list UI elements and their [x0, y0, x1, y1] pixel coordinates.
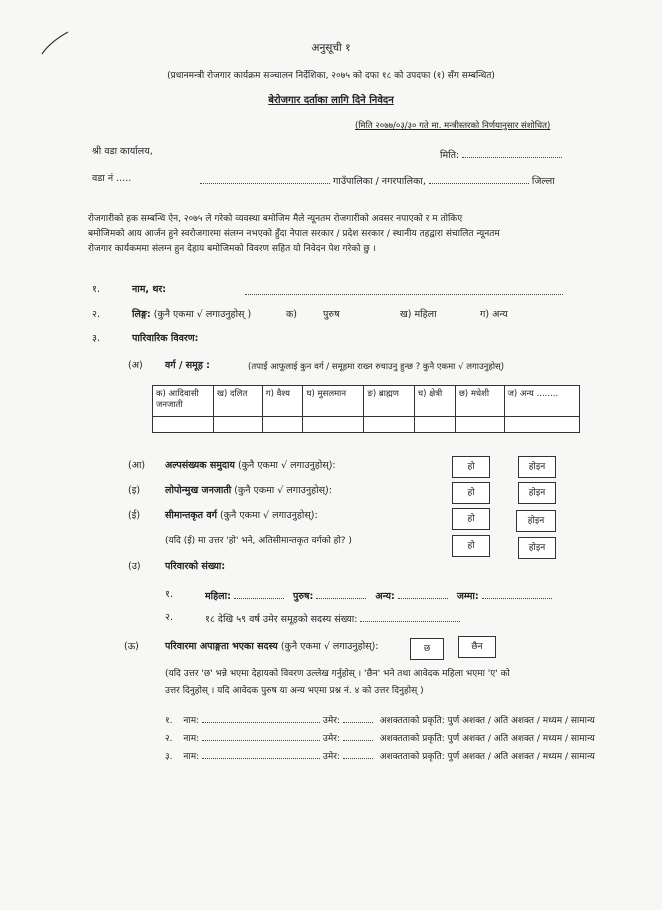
caste-check-cell[interactable]	[504, 417, 579, 433]
endangered-question: लोपोन्मुख जनजाती (कुनै एकमा √ लगाउनुहोस्):	[165, 485, 332, 496]
family-count-marker: (उ)	[128, 561, 141, 572]
ward-no-label: वडा नं .....	[92, 173, 132, 184]
name-label: नाम, थर:	[132, 284, 167, 295]
caste-check-cell[interactable]	[214, 417, 263, 433]
disability-nature-options[interactable]: पुर्ण अशक्त / अति अशक्त / मध्यम / सामान्य	[447, 734, 595, 744]
disability-yes-box[interactable]: छ	[410, 638, 444, 660]
gender-other-option[interactable]: ग) अन्य	[480, 309, 508, 320]
minority-yes-box[interactable]: हो	[452, 456, 490, 478]
ward-office-label: श्री वडा कार्यालय,	[92, 146, 153, 157]
ultra-marginalized-question: (यदि (ई) मा उत्तर 'हो' भने, अतिसीमान्तकृत वर्गको हो? )	[165, 536, 352, 546]
family-details-label: पारिवारिक विवरण:	[132, 333, 199, 344]
disability-nature-options[interactable]: पुर्ण अशक्त / अति अशक्त / मध्यम / सामान्य	[447, 716, 595, 726]
intro-line-3: रोजगार कार्यकममा संलग्न हुन देहाय बमोजिमको विवरण सहित यो निवेदन पेश गरेको छु ।	[88, 244, 376, 254]
varga-label: वर्ग / समूह :	[165, 360, 210, 371]
disability-row-2: २. नाम: उमेर: अशक्तताको प्रकृति: पुर्ण अशक्त / अति अशक्त / मध्यम / सामान्य	[165, 731, 595, 745]
gender-ka: क)	[286, 309, 298, 320]
disability-name-input[interactable]	[202, 749, 320, 759]
marginalized-no-box[interactable]: होइन	[516, 510, 556, 532]
name-input[interactable]	[245, 286, 563, 295]
intro-paragraph	[88, 212, 500, 257]
form-title: बेरोजगार दर्ताका लागि दिने निवेदन	[268, 95, 394, 106]
caste-check-cell[interactable]	[364, 417, 414, 433]
item-1-number: १.	[92, 284, 100, 295]
family-count-n1: १.	[165, 589, 173, 600]
caste-col-other: ज) अन्य ........	[504, 386, 579, 417]
gender-female-option[interactable]: ख) महिला	[400, 309, 437, 320]
municipality-field[interactable]	[200, 174, 555, 188]
endangered-marker: (इ)	[128, 485, 141, 496]
municipality-label: गाउँपालिका / नगरपालिका,	[333, 176, 426, 187]
age-group-input[interactable]	[360, 612, 460, 622]
ultra-marginalized-yes-box[interactable]: हो	[452, 535, 490, 557]
age-group-row: १८ देखि ५९ वर्ष उमेर समूहको सदस्य संख्या:	[205, 612, 460, 626]
item-2-number: २.	[92, 309, 100, 320]
ultra-marginalized-no-box[interactable]: होइन	[518, 537, 556, 559]
caste-check-cell[interactable]	[153, 417, 214, 433]
gender-label: लिङ्ग:	[132, 309, 151, 320]
caste-check-cell[interactable]	[262, 417, 303, 433]
disability-row-1: १. नाम: उमेर: अशक्तताको प्रकृति: पुर्ण अशक्त / अति अशक्त / मध्यम / सामान्य	[165, 713, 595, 727]
caste-col-brahmin: ङ) ब्राह्मण	[364, 386, 414, 417]
form-subtitle: (प्रधानमन्त्री रोजगार कार्यक्रम सञ्चालन निर्देशिका, २०७५ को दफा १८ को उपदफा (१) सँग सम्बन्धित)	[167, 71, 495, 81]
date-label: मिति:	[440, 150, 460, 161]
family-count-row: महिला: पुरुष: अन्य: जम्मा:	[205, 589, 552, 603]
endangered-no-box[interactable]: होइन	[518, 482, 556, 504]
total-count-input[interactable]	[482, 589, 552, 599]
varga-question: (तपाईं आफूलाई कुन वर्ग / समूहमा राख्न रुचाउनु हुन्छ ? कुनै एकमा √ लगाउनुहोस्)	[248, 362, 505, 372]
intro-line-1: रोजगारीको हक सम्बन्धि ऐन, २०७५ ले गरेको व्यवस्था बमोजिम मैले न्यूनतम रोजगारीको अवसर नपाएको र म तोकिए	[88, 214, 463, 224]
annex-label: अनुसूची १	[311, 42, 351, 54]
gender-row	[132, 309, 251, 321]
minority-marker: (आ)	[128, 460, 146, 471]
disability-instruction-1: (यदि उत्तर 'छ' भन्ने भएमा देहायको विवरण उल्लेख गर्नुहोस् । 'छैन' भने तथा आवेदक महिला भएमा 'ए' को	[165, 669, 510, 679]
disability-row-3: ३. नाम: उमेर: अशक्तताको प्रकृति: पुर्ण अशक्त / अति अशक्त / मध्यम / सामान्य	[165, 749, 595, 763]
disability-instruction-2: उत्तर दिनुहोस् । यदि आवेदक पुरुष या अन्य भएमा प्रश्न नं. ४ को उत्तर दिनुहोस् )	[165, 686, 424, 696]
family-count-n2: २.	[165, 612, 173, 623]
endangered-yes-box[interactable]: हो	[452, 482, 490, 504]
marginalized-marker: (ई)	[128, 510, 141, 521]
caste-col-vaishya: ग) वैश्य	[262, 386, 303, 417]
minority-no-box[interactable]: होइन	[518, 456, 556, 478]
caste-check-cell[interactable]	[414, 417, 455, 433]
district-label: जिल्ला	[531, 176, 555, 187]
disability-nature-options[interactable]: पुर्ण अशक्त / अति अशक्त / मध्यम / सामान्य	[447, 752, 595, 762]
caste-col-chhetri: च) क्षेत्री	[414, 386, 455, 417]
minority-question: अल्पसंख्यक समुदाय (कुनै एकमा √ लगाउनुहोस्):	[165, 460, 336, 471]
disability-age-input[interactable]	[343, 731, 373, 741]
female-count-input[interactable]	[234, 589, 284, 599]
intro-line-2: बमोजिमको आय आर्जन हुने स्वरोजगारमा संलग्न नभएको हुँदा नेपाल सरकार / प्रदेश सरकार / स्थानीय तहद्वारा संचालित न्यूनतम	[88, 229, 500, 239]
gender-note: (कुनै एकमा √ लगाउनुहोस् )	[153, 309, 252, 320]
caste-check-cell[interactable]	[455, 417, 504, 433]
disability-age-input[interactable]	[343, 713, 373, 723]
disability-name-input[interactable]	[202, 713, 320, 723]
varga-marker: (अ)	[128, 360, 143, 371]
disability-question: परिवारमा अपाङ्गता भएका सदस्य (कुनै एकमा √ लगाउनुहोस्):	[165, 641, 379, 652]
date-field[interactable]	[440, 148, 562, 162]
caste-check-cell[interactable]	[303, 417, 364, 433]
disability-age-input[interactable]	[343, 749, 373, 759]
amendment-note: (मिति २०७७/०३/३० गते मा. मन्त्रीस्तरको निर्णयानुसार संशोधित)	[355, 121, 551, 131]
disability-no-box[interactable]: छैन	[458, 636, 496, 658]
marginalized-question: सीमान्तकृत वर्ग (कुनै एकमा √ लगाउनुहोस्):	[165, 510, 318, 521]
gender-male-option[interactable]: पुरुष	[323, 309, 340, 320]
caste-col-janajati: क) आदिवासी जनजाती	[153, 386, 214, 417]
caste-table	[152, 385, 580, 433]
caste-col-dalit: ख) दलित	[214, 386, 263, 417]
caste-col-muslim: घ) मुसलमान	[303, 386, 364, 417]
other-count-input[interactable]	[398, 589, 448, 599]
caste-col-madhesi: छ) मधेशी	[455, 386, 504, 417]
disability-name-input[interactable]	[202, 731, 320, 741]
family-count-label: परिवारको संख्या:	[165, 561, 226, 572]
disability-marker: (ऊ)	[124, 641, 139, 652]
male-count-input[interactable]	[316, 589, 366, 599]
item-3-number: ३.	[92, 333, 100, 344]
marginalized-yes-box[interactable]: हो	[452, 508, 490, 530]
